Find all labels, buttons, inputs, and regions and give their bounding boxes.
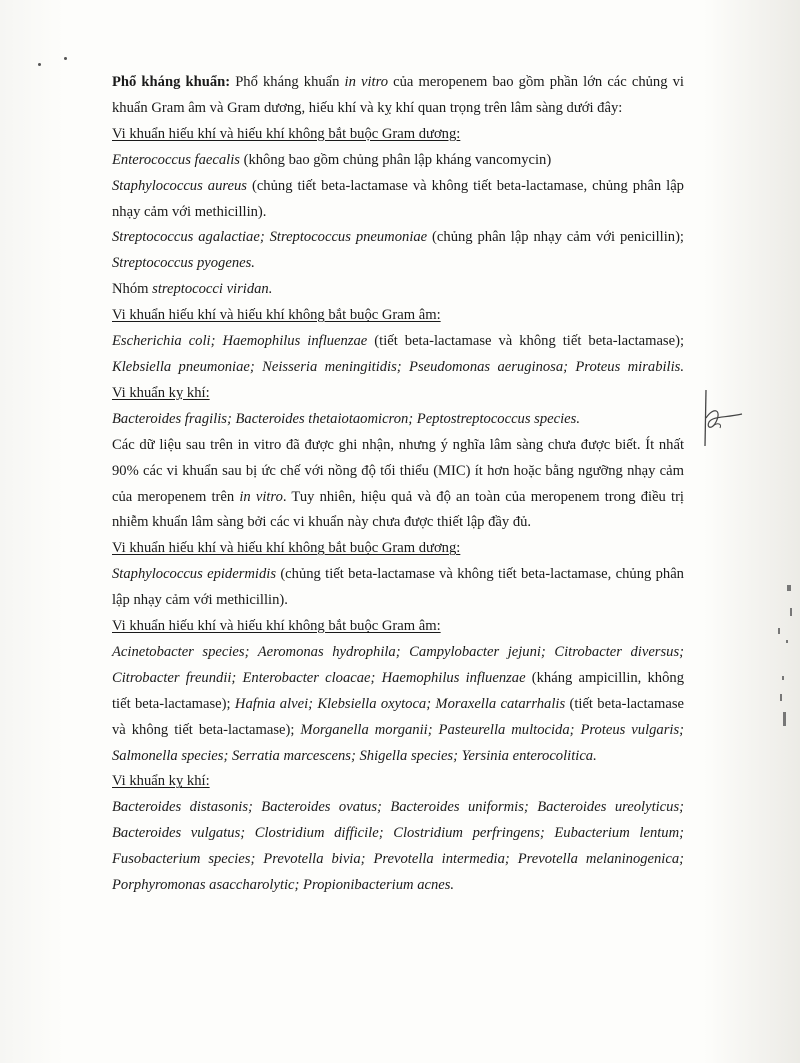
scan-margin-mark	[782, 676, 784, 680]
scan-margin-mark	[780, 694, 782, 701]
document-body	[112, 70, 684, 899]
organism-line: Klebsiella pneumoniae; Neisseria meningitidis; Pseudomonas aeruginosa; Proteus mirabilis.	[112, 358, 684, 375]
scan-margin-mark	[787, 585, 791, 591]
section-heading-aerobic-gram-negative: Vi khuẩn hiếu khí và hiếu khí không bắt buộc Gram âm:	[112, 307, 441, 324]
scan-margin-mark	[783, 712, 786, 726]
section-heading-anaerobic-2: Vi khuẩn kỵ khí:	[112, 773, 210, 790]
organism-line: Nhóm streptococci viridan.	[112, 281, 273, 298]
organism-line: Bacteroides fragilis; Bacteroides thetaiotaomicron; Peptostreptococcus species.	[112, 410, 580, 427]
in-vitro-note: Các dữ liệu sau trên in vitro đã được ghi nhận, nhưng ý nghĩa lâm sàng chưa được biết. Ít nhất 90% các vi khuẩn sau bị ức chế với nồng độ tối thiểu (MIC) ít hơn hoặc bằng ngưỡng nhạy cảm của meropenem trên in vitro. Tuy nhiên, hiệu quả và độ an toàn của meropenem trong điều trị nhiễm khuẩn lâm sàng bởi các vi khuẩn này chưa được thiết lập đầy đủ.	[112, 436, 684, 531]
scan-margin-mark	[786, 640, 788, 643]
scan-speck	[38, 63, 41, 66]
organism-paragraph: Acinetobacter species; Aeromonas hydrophila; Campylobacter jejuni; Citrobacter diversus; Citrobacter freundii; Enterobacter cloacae; Haemophilus influenzae (kháng ampicillin, không tiết beta-lactamase); Hafnia alvei; Klebsiella oxytoca; Moraxella catarrhalis (tiết beta-lactamase và không tiết beta-lactamase); Morganella morganii; Pasteurella multocida; Proteus vulgaris; Salmonella species; Serratia marcescens; Shigella species; Yersinia enterocolitica.	[112, 643, 684, 764]
organism-line: Escherichia coli; Haemophilus influenzae (tiết beta-lactamase và không tiết beta-lactamase);	[112, 333, 684, 350]
organism-line: Streptococcus agalactiae; Streptococcus pneumoniae (chủng phân lập nhạy cảm với penicillin); Streptococcus pyogenes.	[112, 229, 684, 272]
signature-mark	[692, 388, 752, 448]
section-heading-aerobic-gram-positive: Vi khuẩn hiếu khí và hiếu khí không bắt buộc Gram dương:	[112, 125, 461, 142]
organism-paragraph: Bacteroides distasonis; Bacteroides ovatus; Bacteroides uniformis; Bacteroides ureolyticus; Bacteroides vulgatus; Clostridium difficile; Clostridium perfringens; Eubacterium lentum; Fusobacterium species; Prevotella bivia; Prevotella intermedia; Prevotella melaninogenica; Porphyromonas asaccharolytic; Propionibacterium acnes.	[112, 799, 684, 894]
scan-speck	[64, 57, 67, 60]
section-heading-aerobic-gram-negative-2: Vi khuẩn hiếu khí và hiếu khí không bắt buộc Gram âm:	[112, 618, 441, 635]
spectrum-heading: Phổ kháng khuẩn:	[112, 74, 231, 90]
section-heading-anaerobic: Vi khuẩn kỵ khí:	[112, 384, 210, 401]
section-heading-aerobic-gram-positive-2: Vi khuẩn hiếu khí và hiếu khí không bắt buộc Gram dương:	[112, 540, 461, 557]
organism-line: Staphylococcus epidermidis (chủng tiết beta-lactamase và không tiết beta-lactamase, chủng phân lập nhạy cảm với methicillin).	[112, 566, 684, 609]
organism-line: Staphylococcus aureus (chủng tiết beta-lactamase và không tiết beta-lactamase, chủng phân lập nhạy cảm với methicillin).	[112, 177, 684, 220]
scan-margin-mark	[778, 628, 780, 634]
scan-margin-mark	[790, 608, 792, 616]
organism-line: Enterococcus faecalis (không bao gồm chủng phân lập kháng vancomycin)	[112, 151, 552, 168]
spectrum-intro: Phổ kháng khuẩn: Phổ kháng khuẩn in vitro của meropenem bao gồm phần lớn các chủng vi khuẩn Gram âm và Gram dương, hiếu khí và kỵ khí quan trọng trên lâm sàng dưới đây:	[112, 74, 684, 116]
